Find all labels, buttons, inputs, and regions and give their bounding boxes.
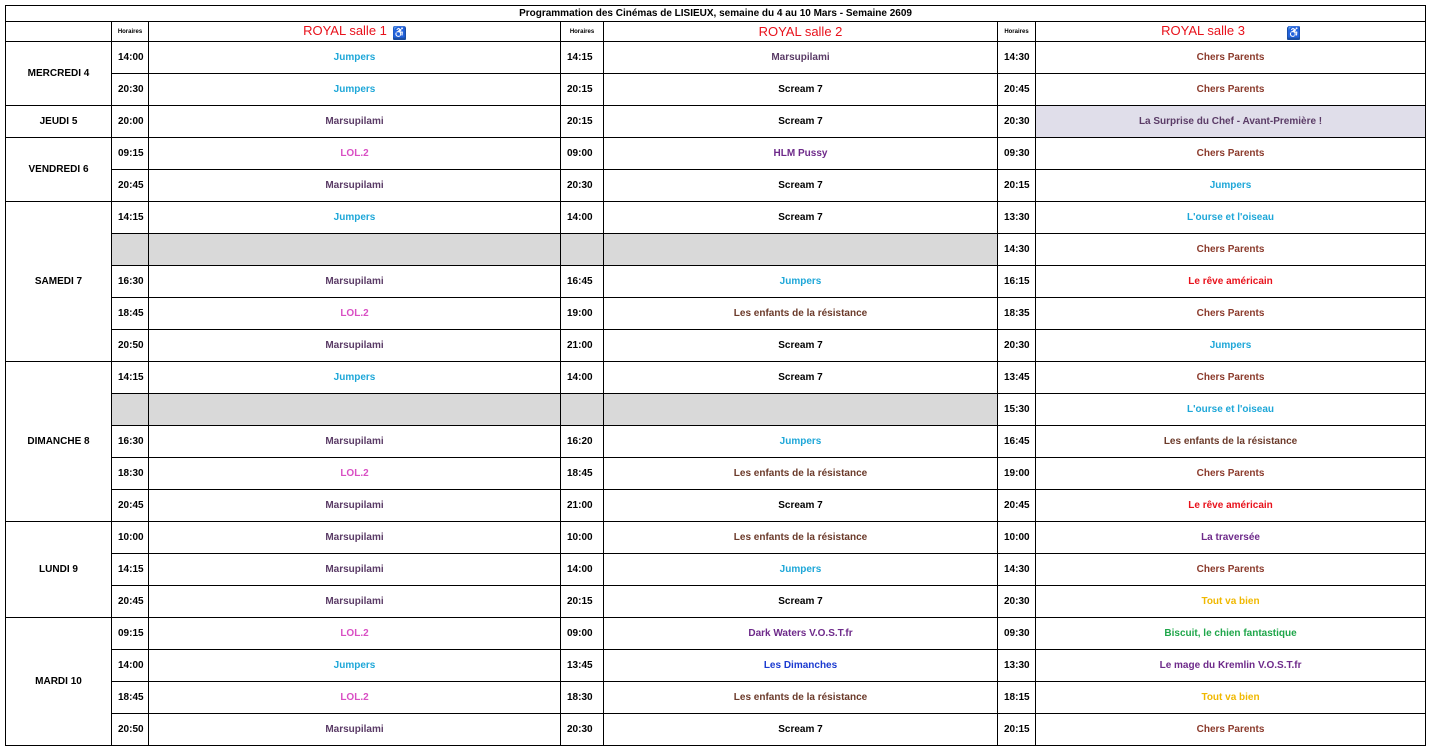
film-title: Chers Parents (1036, 138, 1426, 170)
film-title: Chers Parents (1036, 234, 1426, 266)
schedule-row (6, 266, 1426, 298)
showtime: 20:45 (112, 170, 149, 202)
showtime: 14:00 (112, 42, 149, 74)
film-title: Le mage du Kremlin V.O.S.T.fr (1036, 650, 1426, 682)
showtime: 20:45 (998, 74, 1036, 106)
film-title: Scream 7 (604, 106, 998, 138)
film-title: Le rêve américain (1036, 266, 1426, 298)
showtime: 16:30 (112, 426, 149, 458)
wheelchair-icon: ♿ (392, 27, 407, 39)
showtime: 20:15 (561, 74, 604, 106)
showtime: 16:45 (998, 426, 1036, 458)
film-title: Scream 7 (604, 330, 998, 362)
day-header-blank (6, 22, 112, 42)
film-title: Les enfants de la résistance (604, 682, 998, 714)
film-title: Jumpers (604, 554, 998, 586)
film-title: Marsupilami (149, 170, 561, 202)
film-title: Chers Parents (1036, 714, 1426, 746)
header-row (6, 22, 1426, 42)
film-title: Scream 7 (604, 586, 998, 618)
showtime: 20:30 (998, 586, 1036, 618)
horaires-header-1: Horaires (112, 22, 149, 42)
film-title: Tout va bien (1036, 586, 1426, 618)
film-title: Jumpers (604, 266, 998, 298)
schedule-row (6, 74, 1426, 106)
schedule-row (6, 554, 1426, 586)
film-title: LOL.2 (149, 618, 561, 650)
film-title: Les enfants de la résistance (604, 298, 998, 330)
film-title: Les enfants de la résistance (1036, 426, 1426, 458)
schedule-row (6, 586, 1426, 618)
day-label: JEUDI 5 (6, 106, 112, 138)
showtime: 09:15 (112, 618, 149, 650)
film-title: Jumpers (149, 650, 561, 682)
schedule-row (6, 426, 1426, 458)
film-title: LOL.2 (149, 682, 561, 714)
schedule-row (6, 106, 1426, 138)
film-title: Scream 7 (604, 490, 998, 522)
film-title: Biscuit, le chien fantastique (1036, 618, 1426, 650)
film-title: Les Dimanches (604, 650, 998, 682)
showtime: 20:00 (112, 106, 149, 138)
schedule-body (6, 6, 1426, 746)
day-label: SAMEDI 7 (6, 202, 112, 362)
schedule-row (6, 522, 1426, 554)
film-title: LOL.2 (149, 138, 561, 170)
film-title: La traversée (1036, 522, 1426, 554)
showtime: 20:30 (561, 170, 604, 202)
film-title: Jumpers (149, 362, 561, 394)
showtime: 20:50 (112, 330, 149, 362)
showtime: 19:00 (998, 458, 1036, 490)
day-label: LUNDI 9 (6, 522, 112, 618)
film-title: Chers Parents (1036, 458, 1426, 490)
schedule-row (6, 42, 1426, 74)
showtime: 15:30 (998, 394, 1036, 426)
film-title: Marsupilami (149, 554, 561, 586)
showtime: 18:45 (561, 458, 604, 490)
schedule-row (6, 714, 1426, 746)
showtime: 14:30 (998, 234, 1036, 266)
film-title: Scream 7 (604, 74, 998, 106)
empty-slot (604, 394, 998, 426)
showtime: 09:30 (998, 618, 1036, 650)
showtime: 14:30 (998, 554, 1036, 586)
schedule-row (6, 234, 1426, 266)
page-title: Programmation des Cinémas de LISIEUX, semaine du 4 au 10 Mars - Semaine 2609 (6, 6, 1426, 22)
showtime: 16:30 (112, 266, 149, 298)
film-title: Scream 7 (604, 362, 998, 394)
showtime: 14:15 (112, 202, 149, 234)
showtime: 09:15 (112, 138, 149, 170)
film-title: Marsupilami (149, 490, 561, 522)
room-header-3 (1036, 22, 1426, 42)
schedule-row (6, 458, 1426, 490)
showtime: 18:45 (112, 682, 149, 714)
showtime: 18:45 (112, 298, 149, 330)
film-title: Chers Parents (1036, 74, 1426, 106)
horaires-header-2: Horaires (561, 22, 604, 42)
film-title: Chers Parents (1036, 362, 1426, 394)
film-title: Chers Parents (1036, 42, 1426, 74)
film-title: Marsupilami (604, 42, 998, 74)
film-title: LOL.2 (149, 298, 561, 330)
room-name-1: ROYAL salle 1 (303, 23, 387, 38)
room-header-2 (604, 22, 998, 42)
showtime: 14:00 (561, 362, 604, 394)
film-title: Chers Parents (1036, 298, 1426, 330)
film-title: Jumpers (149, 74, 561, 106)
showtime: 14:15 (112, 554, 149, 586)
showtime: 18:30 (112, 458, 149, 490)
film-title: HLM Pussy (604, 138, 998, 170)
film-title: Jumpers (1036, 330, 1426, 362)
showtime: 14:30 (998, 42, 1036, 74)
film-title: Marsupilami (149, 266, 561, 298)
schedule-row (6, 170, 1426, 202)
film-title: Le rêve américain (1036, 490, 1426, 522)
schedule-row (6, 650, 1426, 682)
schedule-row (6, 138, 1426, 170)
showtime: 19:00 (561, 298, 604, 330)
showtime: 10:00 (561, 522, 604, 554)
showtime: 14:00 (112, 650, 149, 682)
schedule-row (6, 394, 1426, 426)
schedule-row (6, 362, 1426, 394)
showtime: 20:30 (561, 714, 604, 746)
film-title: Dark Waters V.O.S.T.fr (604, 618, 998, 650)
film-title: Jumpers (149, 42, 561, 74)
day-label: MERCREDI 4 (6, 42, 112, 106)
empty-slot (149, 234, 561, 266)
showtime: 14:00 (561, 202, 604, 234)
film-title: L'ourse et l'oiseau (1036, 394, 1426, 426)
empty-slot (112, 394, 149, 426)
empty-slot (112, 234, 149, 266)
showtime: 09:00 (561, 618, 604, 650)
showtime: 16:20 (561, 426, 604, 458)
showtime: 14:00 (561, 554, 604, 586)
schedule-row (6, 490, 1426, 522)
film-title: Chers Parents (1036, 554, 1426, 586)
film-title: Scream 7 (604, 202, 998, 234)
day-label: MARDI 10 (6, 618, 112, 746)
title-row (6, 6, 1426, 22)
film-title: LOL.2 (149, 458, 561, 490)
film-title: Marsupilami (149, 714, 561, 746)
showtime: 20:50 (112, 714, 149, 746)
day-label: VENDREDI 6 (6, 138, 112, 202)
showtime: 18:30 (561, 682, 604, 714)
horaires-header-3: Horaires (998, 22, 1036, 42)
showtime: 14:15 (561, 42, 604, 74)
room-name-3: ROYAL salle 3 (1161, 23, 1245, 38)
showtime: 20:45 (998, 490, 1036, 522)
showtime: 09:30 (998, 138, 1036, 170)
showtime: 18:15 (998, 682, 1036, 714)
showtime: 18:35 (998, 298, 1036, 330)
film-title: Marsupilami (149, 106, 561, 138)
schedule-row (6, 202, 1426, 234)
showtime: 20:15 (998, 170, 1036, 202)
showtime: 21:00 (561, 330, 604, 362)
empty-slot (561, 394, 604, 426)
showtime: 20:30 (112, 74, 149, 106)
wheelchair-icon: ♿ (1286, 27, 1301, 39)
showtime: 21:00 (561, 490, 604, 522)
schedule-row (6, 618, 1426, 650)
room-name-2: ROYAL salle 2 (758, 24, 843, 39)
day-label: DIMANCHE 8 (6, 362, 112, 522)
schedule-row (6, 682, 1426, 714)
showtime: 10:00 (998, 522, 1036, 554)
showtime: 13:30 (998, 650, 1036, 682)
film-title: Tout va bien (1036, 682, 1426, 714)
film-title: Jumpers (604, 426, 998, 458)
film-title: Marsupilami (149, 586, 561, 618)
film-title: Jumpers (1036, 170, 1426, 202)
film-title: L'ourse et l'oiseau (1036, 202, 1426, 234)
showtime: 16:45 (561, 266, 604, 298)
schedule-row (6, 298, 1426, 330)
room-header-1 (149, 22, 561, 42)
film-title: Scream 7 (604, 170, 998, 202)
showtime: 13:30 (998, 202, 1036, 234)
showtime: 20:30 (998, 106, 1036, 138)
empty-slot (149, 394, 561, 426)
film-title: Les enfants de la résistance (604, 522, 998, 554)
film-title: Jumpers (149, 202, 561, 234)
film-title: Marsupilami (149, 330, 561, 362)
film-title: Marsupilami (149, 426, 561, 458)
showtime: 16:15 (998, 266, 1036, 298)
film-title: Scream 7 (604, 714, 998, 746)
showtime: 20:15 (561, 106, 604, 138)
showtime: 20:15 (998, 714, 1036, 746)
showtime: 13:45 (561, 650, 604, 682)
showtime: 20:30 (998, 330, 1036, 362)
showtime: 20:45 (112, 490, 149, 522)
showtime: 20:15 (561, 586, 604, 618)
showtime: 13:45 (998, 362, 1036, 394)
showtime: 14:15 (112, 362, 149, 394)
schedule-table (5, 5, 1426, 746)
showtime: 20:45 (112, 586, 149, 618)
film-title: La Surprise du Chef - Avant-Première ! (1036, 106, 1426, 138)
film-title: Marsupilami (149, 522, 561, 554)
empty-slot (561, 234, 604, 266)
schedule-row (6, 330, 1426, 362)
showtime: 10:00 (112, 522, 149, 554)
film-title: Les enfants de la résistance (604, 458, 998, 490)
showtime: 09:00 (561, 138, 604, 170)
empty-slot (604, 234, 998, 266)
